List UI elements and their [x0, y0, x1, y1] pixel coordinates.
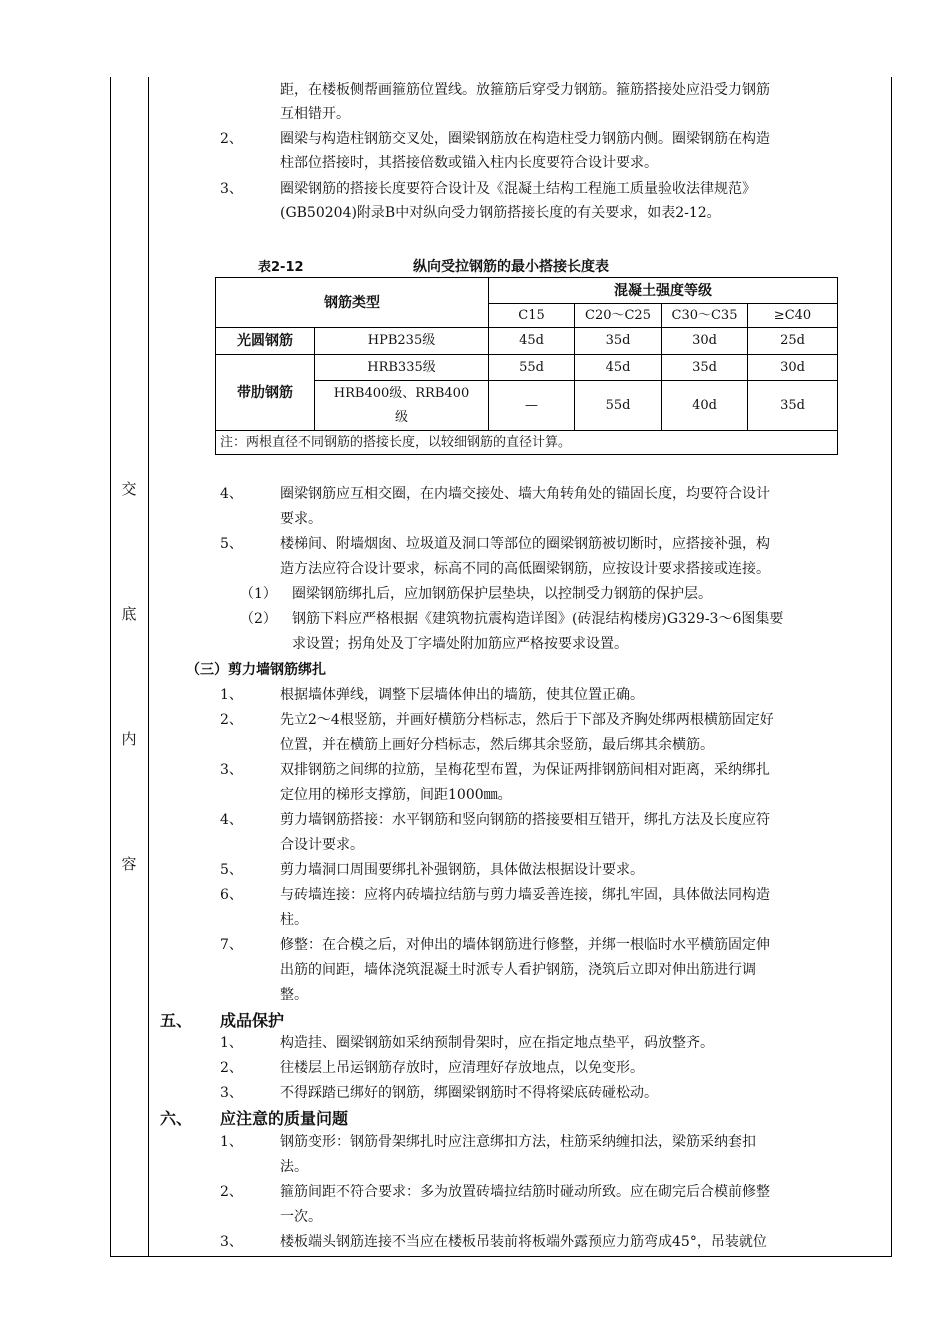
item-number: 2、	[220, 1060, 243, 1076]
side-label-char: 底	[121, 605, 137, 623]
body-line: 定位用的梯形支撑筋，间距1000㎜。	[280, 787, 512, 803]
item-number: 7、	[220, 937, 243, 953]
body-line: 楼板端头钢筋连接不当应在楼板吊装前将板端外露预应力筋弯成45°，吊装就位	[280, 1234, 767, 1250]
table-title: 纵向受拉钢筋的最小搭接长度表	[413, 259, 609, 275]
header-rebar-type: 钢筋类型	[216, 278, 489, 328]
side-label-char: 内	[121, 730, 137, 748]
item-number: 3、	[220, 1085, 243, 1101]
body-line: 构造挂、圈梁钢筋如采纳预制骨架时，应在指定地点垫平，码放整齐。	[280, 1035, 714, 1051]
grade-cell: C20～C25	[575, 304, 662, 328]
item-number: 4、	[220, 486, 243, 502]
value-cell: 55d	[575, 381, 662, 431]
section-heading: 成品保护	[220, 1011, 285, 1030]
rebar-type-cell: HRB400级、RRB400级	[315, 381, 489, 431]
side-label-char: 交	[121, 480, 137, 498]
value-cell: 35d	[748, 381, 838, 431]
item-number: 1、	[220, 1134, 243, 1150]
item-number: （1）	[240, 586, 277, 602]
table-row	[216, 328, 838, 355]
body-line: 整。	[280, 987, 308, 1003]
item-number: 3、	[220, 1234, 243, 1250]
grade-cell: C15	[489, 304, 575, 328]
body-line: 互相错开。	[280, 106, 350, 122]
lap-length-table	[215, 277, 838, 455]
body-line: 合设计要求。	[280, 837, 364, 853]
item-number: 2、	[220, 131, 243, 147]
body-line: 双排钢筋之间绑的拉筋，呈梅花型布置，为保证两排钢筋间相对距离，采纳绑扎	[280, 762, 770, 778]
rebar-type-cell: HRB335级	[315, 355, 489, 381]
body-line: 箍筋间距不符合要求：多为放置砖墙拉结筋时碰动所致。应在砌完后合模前修整	[280, 1184, 770, 1200]
column-divider	[148, 77, 149, 1257]
item-number: 1、	[220, 1035, 243, 1051]
body-line: 不得踩踏已绑好的钢筋，绑圈梁钢筋时不得将梁底砖碰松动。	[280, 1085, 658, 1101]
group-ribbed-bar: 带肋钢筋	[216, 355, 315, 431]
body-line: 楼梯间、附墙烟囱、垃圾道及洞口等部位的圈梁钢筋被切断时，应搭接补强，构	[280, 536, 770, 552]
item-number: 1、	[220, 687, 243, 703]
value-cell: 35d	[662, 355, 748, 381]
item-number: （2）	[240, 611, 277, 627]
value-cell: 45d	[489, 328, 575, 355]
item-number: 5、	[220, 862, 243, 878]
item-number: 3、	[220, 762, 243, 778]
item-number: 2、	[220, 712, 243, 728]
body-line: 要求。	[280, 511, 322, 527]
side-label-char: 容	[121, 855, 137, 873]
body-line: 钢筋变形：钢筋骨架绑扎时应注意绑扣方法，柱筋采纳缠扣法，梁筋采纳套扣	[280, 1134, 756, 1150]
rebar-type-cell: HPB235级	[315, 328, 489, 355]
value-cell: —	[489, 381, 575, 431]
body-line: 往楼层上吊运钢筋存放时，应清理好存放地点，以免变形。	[280, 1060, 644, 1076]
item-number: 2、	[220, 1184, 243, 1200]
value-cell: 30d	[662, 328, 748, 355]
grade-cell: ≥C40	[748, 304, 838, 328]
body-line: 剪力墙洞口周围要绑扎补强钢筋，具体做法根据设计要求。	[280, 862, 644, 878]
body-line: 法。	[280, 1159, 308, 1175]
section-heading: （三）剪力墙钢筋绑扎	[186, 662, 326, 678]
item-number: 4、	[220, 812, 243, 828]
body-line: 出筋的间距，墙体浇筑混凝土时派专人看护钢筋，浇筑后立即对伸出筋进行调	[280, 962, 756, 978]
body-line: 柱。	[280, 912, 308, 928]
item-number: 3、	[220, 181, 243, 197]
table-row	[216, 355, 838, 381]
body-line: 根据墙体弹线，调整下层墙体伸出的墙筋，使其位置正确。	[280, 687, 644, 703]
item-number: 5、	[220, 536, 243, 552]
body-line: 圈梁钢筋绑扎后，应加钢筋保护层垫块，以控制受力钢筋的保护层。	[292, 586, 712, 602]
value-cell: 40d	[662, 381, 748, 431]
body-line: 圈梁与构造柱钢筋交叉处，圈梁钢筋放在构造柱受力钢筋内侧。圈梁钢筋在构造	[280, 131, 770, 147]
value-cell: 35d	[575, 328, 662, 355]
value-cell: 55d	[489, 355, 575, 381]
grade-cell: C30～C35	[662, 304, 748, 328]
section-number: 五、	[160, 1011, 193, 1030]
section-heading: 应注意的质量问题	[220, 1109, 349, 1128]
body-line: 圈梁钢筋应互相交圈，在内墙交接处、墙大角转角处的锚固长度，均要符合设计	[280, 486, 770, 502]
body-line: 先立2～4根竖筋，并画好横筋分档标志，然后于下部及齐胸处绑两根横筋固定好	[280, 712, 774, 728]
body-line: 钢筋下料应严格根据《建筑物抗震构造详图》(砖混结构楼房)G329-3～6图集要	[292, 611, 784, 627]
header-concrete-grade: 混凝土强度等级	[489, 278, 838, 304]
section-number: 六、	[160, 1109, 193, 1128]
value-cell: 25d	[748, 328, 838, 355]
body-line: 位置，并在横筋上画好分档标志，然后绑其余竖筋，最后绑其余横筋。	[280, 737, 714, 753]
body-line: 剪力墙钢筋搭接：水平钢筋和竖向钢筋的搭接要相互错开，绑扎方法及长度应符	[280, 812, 770, 828]
body-line: 距，在楼板侧帮画箍筋位置线。放箍筋后穿受力钢筋。箍筋搭接处应沿受力钢筋	[280, 82, 770, 98]
body-line: 求设置；拐角处及丁字墙处附加筋应严格按要求设置。	[292, 636, 628, 652]
group-plain-bar: 光圆钢筋	[216, 328, 315, 355]
value-cell: 30d	[748, 355, 838, 381]
item-number: 6、	[220, 887, 243, 903]
body-line: 圈梁钢筋的搭接长度要符合设计及《混凝土结构工程施工质量验收法律规范》	[280, 181, 756, 197]
body-line: 与砖墙连接：应将内砖墙拉结筋与剪力墙妥善连接，绑扎牢固，具体做法同构造	[280, 887, 770, 903]
body-line: 柱部位搭接时，其搭接倍数或锚入柱内长度要符合设计要求。	[280, 155, 658, 171]
table-label: 表2-12	[258, 260, 304, 275]
body-line: 一次。	[280, 1209, 322, 1225]
body-line: (GB50204)附录B中对纵向受力钢筋搭接长度的有关要求，如表2-12。	[280, 205, 721, 221]
value-cell: 45d	[575, 355, 662, 381]
body-line: 修整：在合模之后，对伸出的墙体钢筋进行修整，并绑一根临时水平横筋固定伸	[280, 937, 770, 953]
body-line: 造方法应符合设计要求，标高不同的高低圈梁钢筋，应按设计要求搭接或连接。	[280, 561, 770, 577]
table-note: 注：两根直径不同钢筋的搭接长度，以较细钢筋的直径计算。	[216, 431, 838, 455]
